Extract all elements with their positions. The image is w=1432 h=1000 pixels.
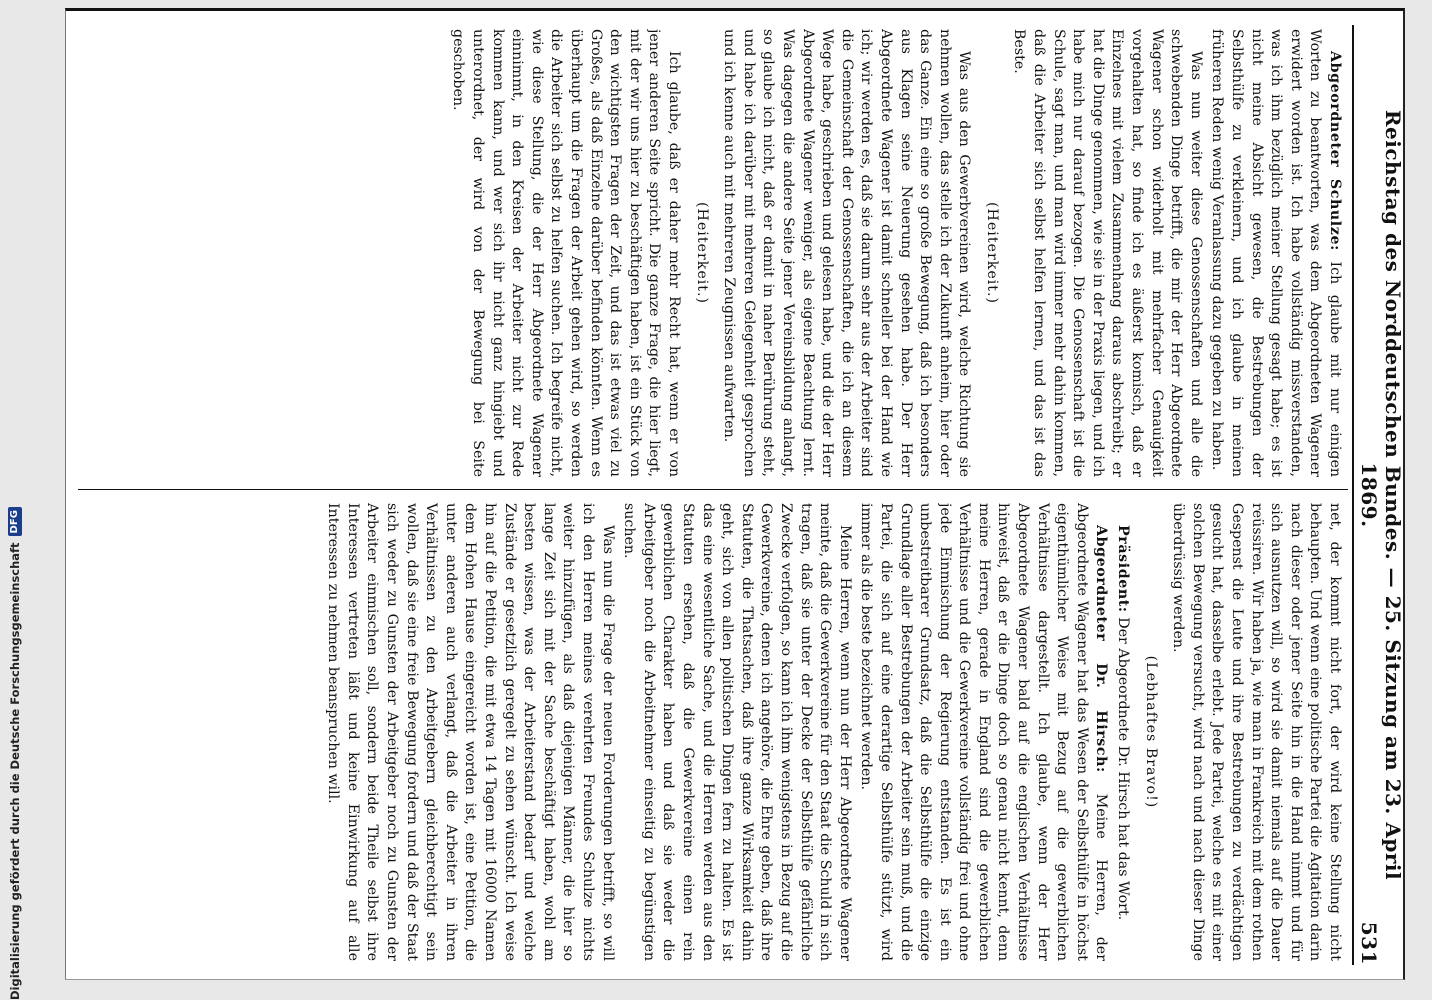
interjection: (Lebhaftes Bravo!) [1142,655,1159,809]
newspaper-page-scan [65,8,1405,980]
speaker-name: Abgeordneter Dr. Hirsch: [1093,525,1110,773]
rotated-page-content [64,15,1405,975]
paragraph [1112,503,1132,961]
paragraph-text: Der Abgeordnete Dr. Hirsch hat das Wort. [1115,617,1132,921]
interjection: (Heiterkeit.) [693,202,710,304]
speaker-name: Präsident: [1115,525,1132,613]
paragraph [1009,29,1205,477]
paragraph [619,503,854,961]
paragraph-text: Meine Herren, wenn nun der Herr Abgeordnete Wagener meinte, daß die Gewerkvereine für den Staat die Schuld in sich tragen, daß sie unter der Decke der Selbsthülfe gefährliche Zwecke verfolgen, so kann ich ihm wenigstens in Bezug auf die Gewerkvereine, denen ich angehöre, die Ehre geben, daß ihre Statuten, die Thatsachen, daß ihre ganze Wirksamkeit dahin geht, sich von allen politischen Dingen fern zu halten. Es ist das eine wesentliche Sache, und die Herren werden aus den Statuten ersehen, daß die Gewerkvereine einen rein gewerblichen Charakter haben und daß sie weder die Arbeitgeber noch die Arbeitnehmer einseitig zu begünstigen suchen. [621,503,853,961]
text-column-left [72,29,1344,477]
paragraph [448,29,683,477]
paragraph-text: Ich glaube, daß er daher mehr Recht hat, wenn er von jener anderen Seite spricht. Die ganze Frage, die hier liegt, mit der wir uns hier zu beschäftigen haben, ist ein Stück von den wichtigsten Fragen der Zeit, und das ist etwas viel zu Großes, als daß Einzelne darüber befinden könnten. Wenn es überhaupt um die Fragen der Arbeit gehen wird, so werden die Arbeiter sich selbst zu helfen suchen. Ich begreife nicht, wie diese Stellung, die der Herr Abgeordnete Wagener einnimmt, in den Kreisen der Arbeiter nicht zur Rede kommen kann, und wer sich ihr nicht ganz hingiebt und unterordnet, der wird von der Bewegung bei Seite geschoben. [450,29,682,477]
paragraph [856,503,1111,961]
page-number: 531 [1357,921,1381,965]
speaker-name: Abgeordneter Schulze: [1327,51,1343,251]
paragraph [1207,29,1344,477]
interjection: (Heiterkeit.) [983,202,1000,304]
running-head [1352,25,1405,965]
text-column-right [72,503,1344,961]
credit-text: Digitalisierung gefördert durch die Deutsche Forschungsgemeinschaft [8,542,22,1000]
paragraph [323,503,617,961]
paragraph [1168,503,1344,961]
paragraph-text: Ich glaube mit nur einigen Worten zu beantworten, was dem Abgeordneten Wagener erwidert worden ist. Ich habe vollständig missverstanden, was ich ihm bezüglich meiner Stellung gesagt habe; es ist nicht meine Absicht gewesen, die Bestrebungen der Selbsthülfe zu verkleinern, und ich glaube in meinen früheren Reden wenig Veranlassung dazu gegeben zu haben. [1209,29,1343,477]
paragraph-text: Was nun weiter diese Genossenschaften und alle die schwebenden Dinge betrifft, die mir der Herr Abgeordnete Wagener schon widerholt mit mehrfacher Genauigkeit vorgehalten hat, so finde ich es äußerst komisch, daß er Einzelnes mit vielem Zusammenhang daraus abschreibt; er hat die Dinge genommen, wie sie in der Praxis liegen, und ich habe mich nur darauf bezogen. Die Genossenschaft ist die Schule, sagt man, und man wird immer mehr dahin kommen, daß die Arbeiter sich selbst helfen lernen, und das ist das Beste. [1011,29,1204,477]
paragraph-text: Meine Herren, der Abgeordnete Wagener hat das Wesen der Selbsthülfe in höchst eigenthümlicher Weise mit Bezug auf die gewerblichen Verhältnisse dargestellt. Ich glaube, wenn der Herr Abgeordnete Wagener bald auf die englischen Verhältnisse hinweist, daß er die Dinge doch so genau nicht kennt, denn meine Herren, gerade in England sind die gewerblichen Verhältnisse und die Gewerkvereine vollständig frei und ohne jede Einmischung der Regierung entstanden. Es ist ein unbestreitbarer Grundsatz, daß die Selbsthülfe die einzige Grundlage aller Bestrebungen der Arbeiter sein muß, und die Partei, die sich auf eine derartige Selbsthülfe stützt, wird immer als die beste bezeichnet werden. [858,503,1110,961]
paragraph-text: Was aus den Gewerbvereinen wird, welche Richtung sie nehmen wollen, das stelle ich der Zukunft anheim, hier oder das Ganze. Ein eine so große Bewegung, daß ich besonders aus Klagen seine Neuerung gesehen habe. Der Herr Abgeordnete Wagener ist damit schneller bei der Hand wie ich; wir werden es, daß sie darum sehr aus der Arbeiter sind die Gemeinschaft der Genossenschaften, die ich an diesem Wege habe, geschrieben und gelesen habe, und die der Herr Abgeordnete Wagener weniger, als eigene Beachtung lernt. Was dagegen die andere Seite jener Vereinsbildung anlangt, so glaube ich nicht, daß er damit in naher Berührung steht, und habe ich darüber mit mehreren Gelegenheit gesprochen und ich kenne auch mit mehreren Zeugnissen aufwarten. [721,29,973,477]
dfg-logo-icon: DFG [8,507,22,536]
column-divider [78,489,1348,490]
paragraph [719,29,974,477]
running-head-title: Reichstag des Norddeutschen Bundes. — 25. Sitzung am 23. April 1869. [1357,109,1405,881]
paragraph-text: Was nun die Frage der neuen Forderungen betrifft, so will ich den Herren meines verehrten Freundes Schulze nichts weiter hinzufügen, als daß diejenigen Männer, die hier so lange Zeit sich mit der Sache beschäftigt haben, wohl am besten wissen, was der Arbeiterstand bedarf und welche Zustände er gesetzlich geregelt zu sehen wünscht. Ich weise hin auf die Petition, die mit etwa 14 Tagen mit 16000 Namen dem Hohen Hause eingereicht worden ist, eine Petition, die unter anderen auch verlangt, daß die Arbeiter in ihren Verhältnissen zu den Arbeitgebern gleichberechtigt sein wollen, daß sie eine freie Bewegung fordern und daß der Staat sich weder zu Gunsten der Arbeitgeber noch zu Gunsten der Arbeiter einmischen soll, sondern beide Theile selbst ihre Interessen vertreten läßt und keine Einwirkung auf alle Interessen zu nehmen beanspruchen will. [325,503,616,961]
paragraph-text: net, der kommt nicht fort, der wird keine Stellung nicht behaupten. Und wenn eine politische Partei die Agitation darin nach dieser oder jener Seite hin in die Hand nimmt und für sich ausnutzen will, so wird sie damit niemals auf die Dauer reüssiren. Wir haben ja, wie man in Frankreich mit dem rothen Gespenst die Leute und ihre Bestrebungen zu verdächtigen gesucht hat, dasselbe erlebt. Jede Partei, welche es mit einer solchen Bewegung versucht, wird nach und nach dieser Dinge überdrüssig werden. [1170,503,1343,961]
digitization-credit [6,510,24,1000]
